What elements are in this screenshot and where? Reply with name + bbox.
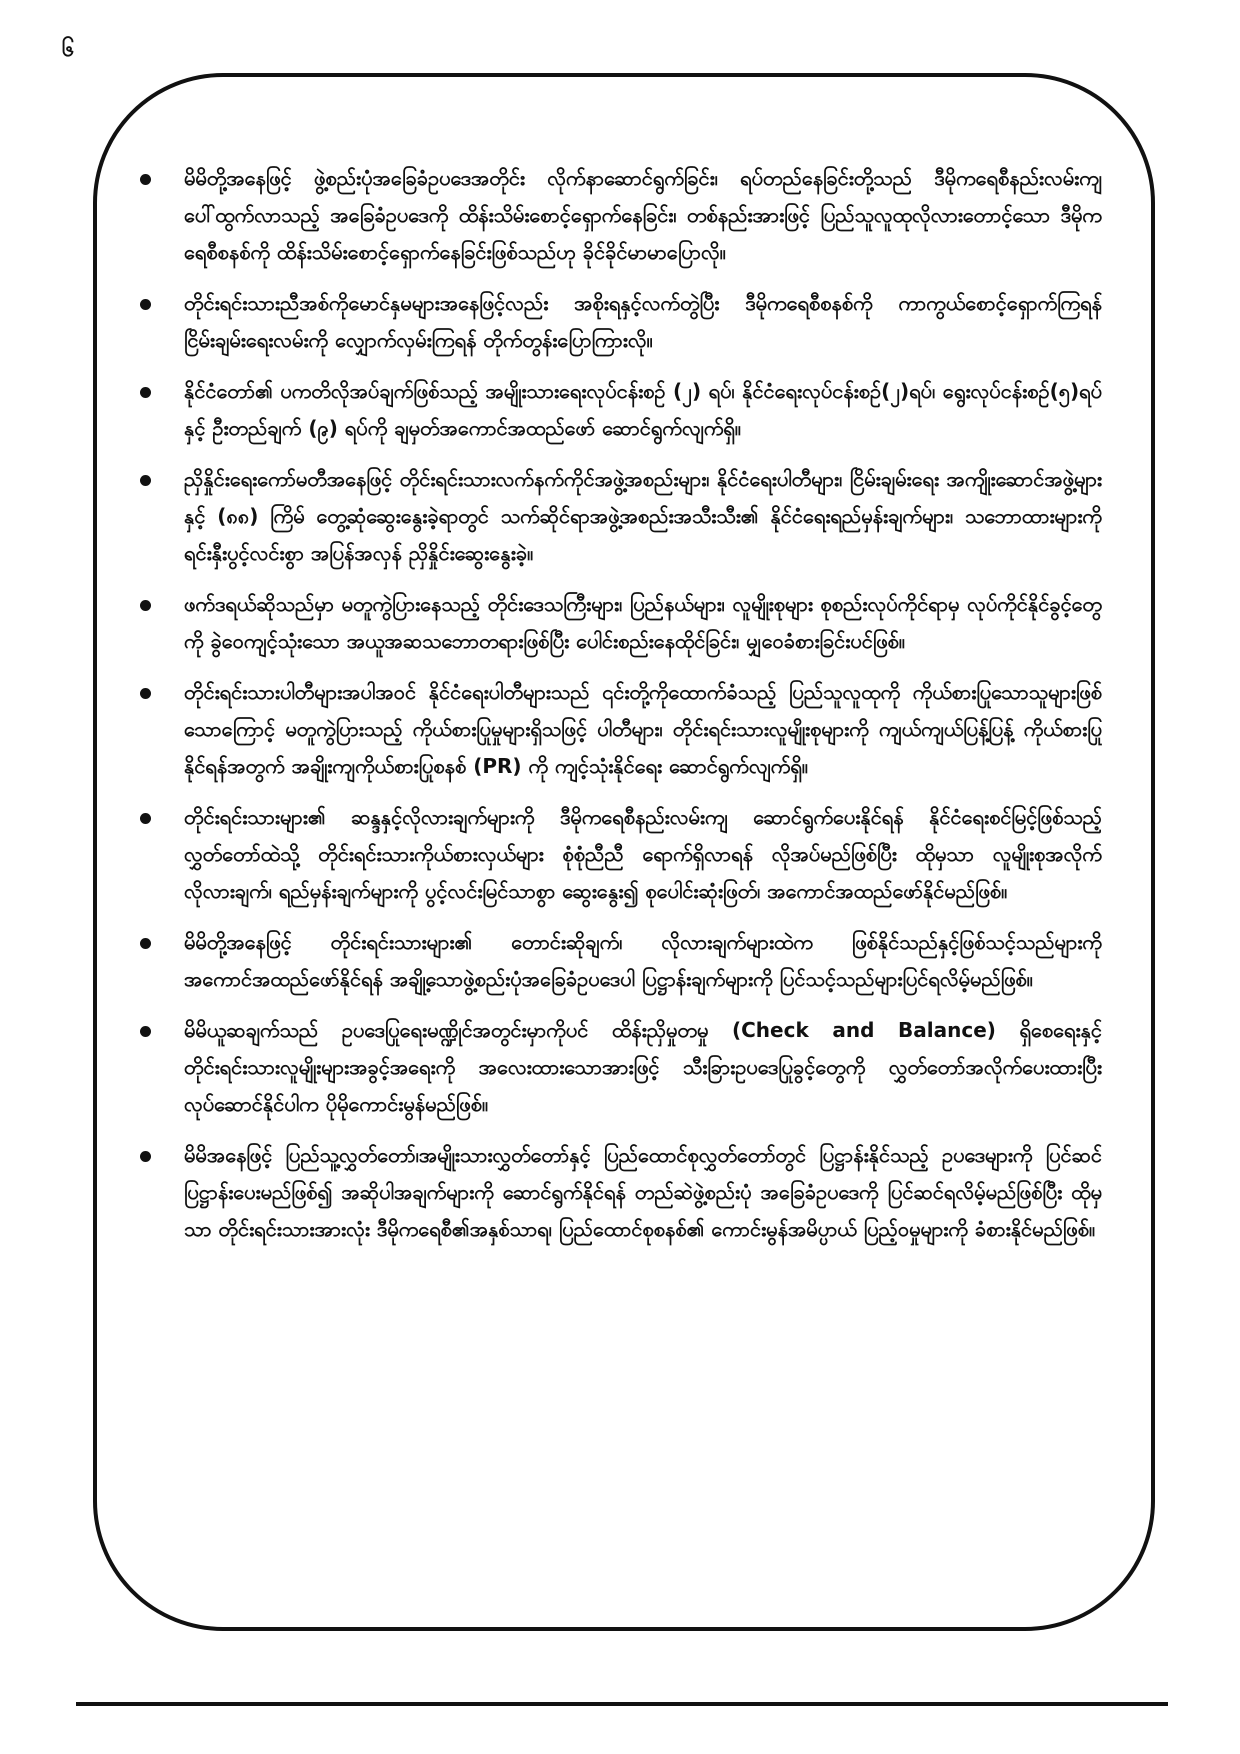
bullet-text: ဖက်ဒရယ်ဆိုသည်မှာ မတူကွဲပြားနေသည့် တိုင်းဒေသကြီးများ၊ ပြည်နယ်များ၊ လူမျိုးစုများ စုစည်းလုပ်ကိုင်ရာမှ လုပ်ကိုင်နိုင်ခွင့်တွေကို ခွဲဝေကျင့်သုံးသော အယူအဆသဘောတရားဖြစ်ပြီး ပေါင်းစည်းနေထိုင်ခြင်း၊ မျှဝေခံစားခြင်းပင်ဖြစ်။ xyxy=(184,592,1102,653)
bullet-text: မိမိတို့အနေဖြင့် ဖွဲ့စည်းပုံအခြေခံဥပဒေအတိုင်း လိုက်နာဆောင်ရွက်ခြင်း၊ ရပ်တည်နေခြင်းတို့သည် ဒီမိုကရေစီနည်းလမ်းကျ ပေါ်ထွက်လာသည့် အခြေခံဥပဒေကို ထိန်းသိမ်းစောင့်ရှောက်နေခြင်း၊ တစ်နည်းအားဖြင့် ပြည်သူလူထုလိုလားတောင့်သော ဒီမိုကရေစီစနစ်ကို ထိန်းသိမ်းစောင့်ရှောက်နေခြင်းဖြစ်သည်ဟု ခိုင်ခိုင်မာမာပြောလို။ xyxy=(184,166,1102,264)
bullet-text: မိမိအနေဖြင့် ပြည်သူ့လွှတ်တော်၊အမျိုးသားလွှတ်တော်နှင့် ပြည်ထောင်စုလွှတ်တော်တွင် ပြဋ္ဌာန်းနိုင်သည့် ဥပဒေများကို ပြင်ဆင်ပြဋ္ဌာန်းပေးမည်ဖြစ်၍ အဆိုပါအချက်များကို ဆောင်ရွက်နိုင်ရန် တည်ဆဲဖွဲ့စည်းပုံ အခြေခံဥပဒေကို ပြင်ဆင်ရလိမ့်မည်ဖြစ်ပြီး ထိုမှသာ တိုင်းရင်းသားအားလုံး ဒီမိုကရေစီ၏အနှစ်သာရ၊ ပြည်ထောင်စုစနစ်၏ ကောင်းမွန်အမိပ္ပာယ် ပြည့်ဝမှုများကို ခံစားနိုင်မည်ဖြစ်။ xyxy=(184,1143,1102,1241)
bottom-rule xyxy=(76,1702,1168,1706)
bullet-dot-icon xyxy=(140,387,151,398)
bullet-item xyxy=(132,160,1102,271)
bullet-item xyxy=(132,1012,1102,1123)
bullet-text: မိမိယူဆချက်သည် ဥပဒေပြုရေးမဏ္ဍိုင်အတွင်းမှာကိုပင် ထိန်းညှိမှုတမှု (Check and Balance) ရှိစေရေးနှင့် တိုင်းရင်းသားလူမျိုးများအခွင့်အရေးကို အလေးထားသောအားဖြင့် သီးခြားဥပဒေပြုခွင့်တွေကို လွှတ်တော်အလိုက်ပေးထားပြီး လုပ်ဆောင်နိုင်ပါက ပိုမိုကောင်းမွန်မည်ဖြစ်။ xyxy=(184,1018,1102,1116)
bullet-item xyxy=(132,461,1102,572)
bullet-text: တိုင်းရင်းသားပါတီများအပါအဝင် နိုင်ငံရေးပါတီများသည် ၎င်းတို့ကိုထောက်ခံသည့် ပြည်သူလူထုကို ကိုယ်စားပြုသောသူများဖြစ်သောကြောင့် မတူကွဲပြားသည့် ကိုယ်စားပြုမှုများရှိသဖြင့် ပါတီများ၊ တိုင်းရင်းသားလူမျိုးစုများကို ကျယ်ကျယ်ပြန့်ပြန့် ကိုယ်စားပြုနိုင်ရန်အတွက် အချိုးကျကိုယ်စားပြုစနစ် (PR) ကို ကျင့်သုံးနိုင်ရေး ဆောင်ရွက်လျက်ရှိ။ xyxy=(184,680,1102,778)
bullet-text: တိုင်းရင်းသားညီအစ်ကိုမောင်နှမများအနေဖြင့်လည်း အစိုးရနှင့်လက်တွဲပြီး ဒီမိုကရေစီစနစ်ကို ကာကွယ်စောင့်ရှောက်ကြရန် ငြိမ်းချမ်းရေးလမ်းကို လျှောက်လှမ်းကြရန် တိုက်တွန်းပြောကြားလို။ xyxy=(184,291,1102,352)
bullet-item xyxy=(132,373,1102,447)
bullet-text: ညှိနှိုင်းရေးကော်မတီအနေဖြင့် တိုင်းရင်းသားလက်နက်ကိုင်အဖွဲ့အစည်းများ၊ နိုင်ငံရေးပါတီများ၊ ငြိမ်းချမ်းရေး အကျိုးဆောင်အဖွဲ့များနှင့် (၈၈) ကြိမ် တွေ့ဆုံဆွေးနွေးခဲ့ရာတွင် သက်ဆိုင်ရာအဖွဲ့အစည်းအသီးသီး၏ နိုင်ငံရေးရည်မှန်းချက်များ၊ သဘောထားများကို ရင်းနှီးပွင့်လင်းစွာ အပြန်အလှန် ညှိနှိုင်းဆွေးနွေးခဲ့။ xyxy=(184,467,1102,565)
bullet-dot-icon xyxy=(140,600,151,611)
bullet-dot-icon xyxy=(140,688,151,699)
bullet-dot-icon xyxy=(140,475,151,486)
bullet-item xyxy=(132,586,1102,660)
bullet-dot-icon xyxy=(140,1026,151,1037)
bullet-list xyxy=(132,160,1102,1262)
bullet-item xyxy=(132,285,1102,359)
bullet-text: တိုင်းရင်းသားများ၏ ဆန္ဒနှင့်လိုလားချက်များကို ဒီမိုကရေစီနည်းလမ်းကျ ဆောင်ရွက်ပေးနိုင်ရန် နိုင်ငံရေးစင်မြင့်ဖြစ်သည့် လွှတ်တော်ထဲသို့ တိုင်းရင်းသားကိုယ်စားလှယ်များ စုံစုံညီညီ ရောက်ရှိလာရန် လိုအပ်မည်ဖြစ်ပြီး ထိုမှသာ လူမျိုးစုအလိုက် လိုလားချက်၊ ရည်မှန်းချက်များကို ပွင့်လင်းမြင်သာစွာ ဆွေးနွေး၍ စုပေါင်းဆုံးဖြတ်၊ အကောင်အထည်ဖော်နိုင်မည်ဖြစ်။ xyxy=(184,805,1102,903)
bullet-text: နိုင်ငံတော်၏ ပကတိလိုအပ်ချက်ဖြစ်သည့် အမျိုးသားရေးလုပ်ငန်းစဉ် (၂) ရပ်၊ နိုင်ငံရေးလုပ်ငန်းစဉ်(၂)ရပ်၊ ရွေးလုပ်ငန်းစဉ်(၅)ရပ်နှင့် ဦးတည်ချက် (၉) ရပ်ကို ချမှတ်အကောင်အထည်ဖော် ဆောင်ရွက်လျက်ရှိ။ xyxy=(184,379,1102,440)
bullet-item xyxy=(132,674,1102,785)
bullet-item xyxy=(132,924,1102,998)
bullet-dot-icon xyxy=(140,174,151,185)
page-number: ၆ xyxy=(62,37,75,62)
bullet-dot-icon xyxy=(140,1151,151,1162)
bullet-dot-icon xyxy=(140,299,151,310)
bullet-text: မိမိတို့အနေဖြင့် တိုင်းရင်းသားများ၏ တောင်းဆိုချက်၊ လိုလားချက်များထဲက ဖြစ်နိုင်သည်နှင့်ဖြစ်သင့်သည်များကို အကောင်အထည်ဖော်နိုင်ရန် အချို့သောဖွဲ့စည်းပုံအခြေခံဥပဒေပါ ပြဋ္ဌာန်းချက်များကို ပြင်သင့်သည်များပြင်ရလိမ့်မည်ဖြစ်။ xyxy=(184,930,1102,991)
bullet-dot-icon xyxy=(140,938,151,949)
bullet-item xyxy=(132,1137,1102,1248)
bullet-item xyxy=(132,799,1102,910)
bullet-dot-icon xyxy=(140,813,151,824)
